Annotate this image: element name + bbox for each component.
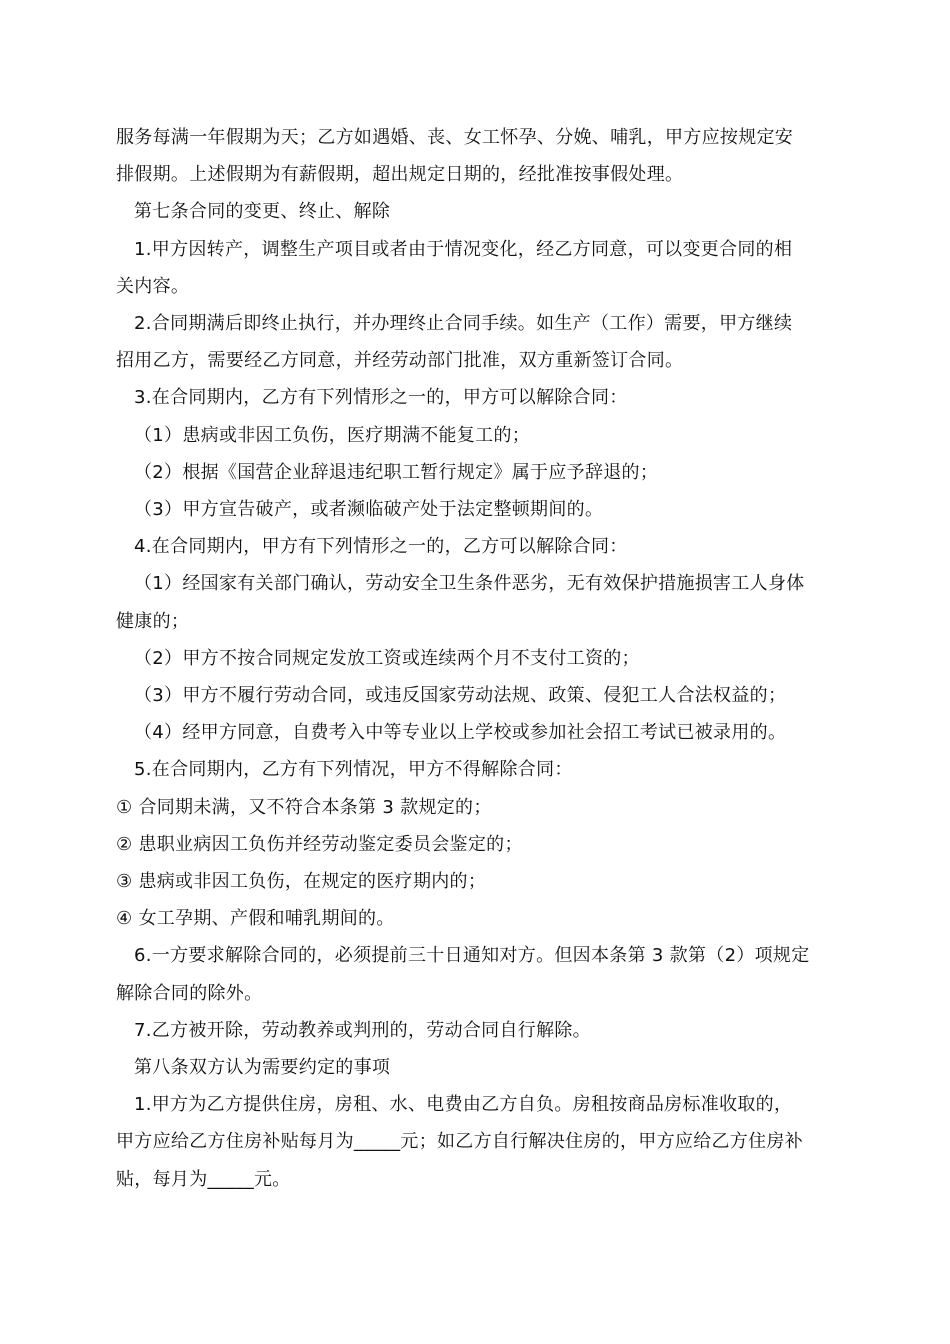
article-heading: 第七条合同的变更、终止、解除 bbox=[134, 201, 391, 223]
paragraph-line: 3.在合同期内，乙方有下列情形之一的，甲方可以解除合同： bbox=[134, 387, 628, 409]
paragraph-line: 贴，每月为_____元。 bbox=[116, 1168, 291, 1190]
list-item: （1）患病或非因工负伤，医疗期满不能复工的； bbox=[134, 424, 531, 446]
paragraph-line: 6.一方要求解除合同的，必须提前三十日通知对方。但因本条第 3 款第（2）项规定 bbox=[134, 945, 810, 967]
paragraph-line: 解除合同的除外。 bbox=[116, 982, 263, 1004]
list-item: （2）甲方不按合同规定发放工资或连续两个月不支付工资的； bbox=[134, 647, 640, 669]
article-heading: 第八条双方认为需要约定的事项 bbox=[134, 1057, 391, 1079]
list-item: （3）甲方不履行劳动合同，或违反国家劳动法规、政策、侵犯工人合法权益的； bbox=[134, 685, 787, 707]
paragraph-line: 2.合同期满后即终止执行，并办理终止合同手续。如生产（工作）需要，甲方继续 bbox=[134, 313, 793, 335]
paragraph-line: 排假期。上述假期为有薪假期，超出规定日期的，经批准按事假处理。 bbox=[116, 164, 684, 186]
paragraph-line: 7.乙方被开除，劳动教养或判刑的，劳动合同自行解除。 bbox=[134, 1019, 591, 1041]
list-item: ② 患职业病因工负伤并经劳动鉴定委员会鉴定的； bbox=[116, 833, 523, 855]
list-item: ④ 女工孕期、产假和哺乳期间的。 bbox=[116, 908, 395, 930]
paragraph-line: 招用乙方，需要经乙方同意，并经劳动部门批准，双方重新签订合同。 bbox=[116, 350, 684, 372]
paragraph-line: 1.甲方为乙方提供住房，房租、水、电费由乙方自负。房租按商品房标准收取的， bbox=[134, 1094, 793, 1116]
paragraph-line: 健康的； bbox=[116, 610, 190, 632]
paragraph-line: 1.甲方因转产，调整生产项目或者由于情况变化，经乙方同意，可以变更合同的相 bbox=[134, 238, 793, 260]
list-item: （2）根据《国营企业辞退违纪职工暂行规定》属于应予辞退的； bbox=[134, 461, 659, 483]
document-body bbox=[116, 119, 838, 1198]
list-item: （1）经国家有关部门确认，劳动安全卫生条件恶劣，无有效保护措施损害工人身体 bbox=[134, 573, 805, 595]
paragraph-line: 关内容。 bbox=[116, 275, 190, 297]
list-item: （3）甲方宣告破产，或者濒临破产处于法定整顿期间的。 bbox=[134, 499, 604, 521]
list-item: ③ 患病或非因工负伤，在规定的医疗期内的； bbox=[116, 871, 487, 893]
paragraph-line: 5.在合同期内，乙方有下列情况，甲方不得解除合同： bbox=[134, 759, 573, 781]
paragraph-line: 4.在合同期内，甲方有下列情形之一的，乙方可以解除合同： bbox=[134, 536, 628, 558]
paragraph-line: 甲方应给乙方住房补贴每月为_____元；如乙方自行解决住房的，甲方应给乙方住房补 bbox=[116, 1131, 803, 1153]
list-item: ① 合同期未满，又不符合本条第 3 款规定的； bbox=[116, 796, 492, 818]
paragraph-line: 服务每满一年假期为天；乙方如遇婚、丧、女工怀孕、分娩、哺乳，甲方应按规定安 bbox=[116, 127, 794, 148]
list-item: （4）经甲方同意，自费考入中等专业以上学校或参加社会招工考试已被录用的。 bbox=[134, 722, 787, 744]
